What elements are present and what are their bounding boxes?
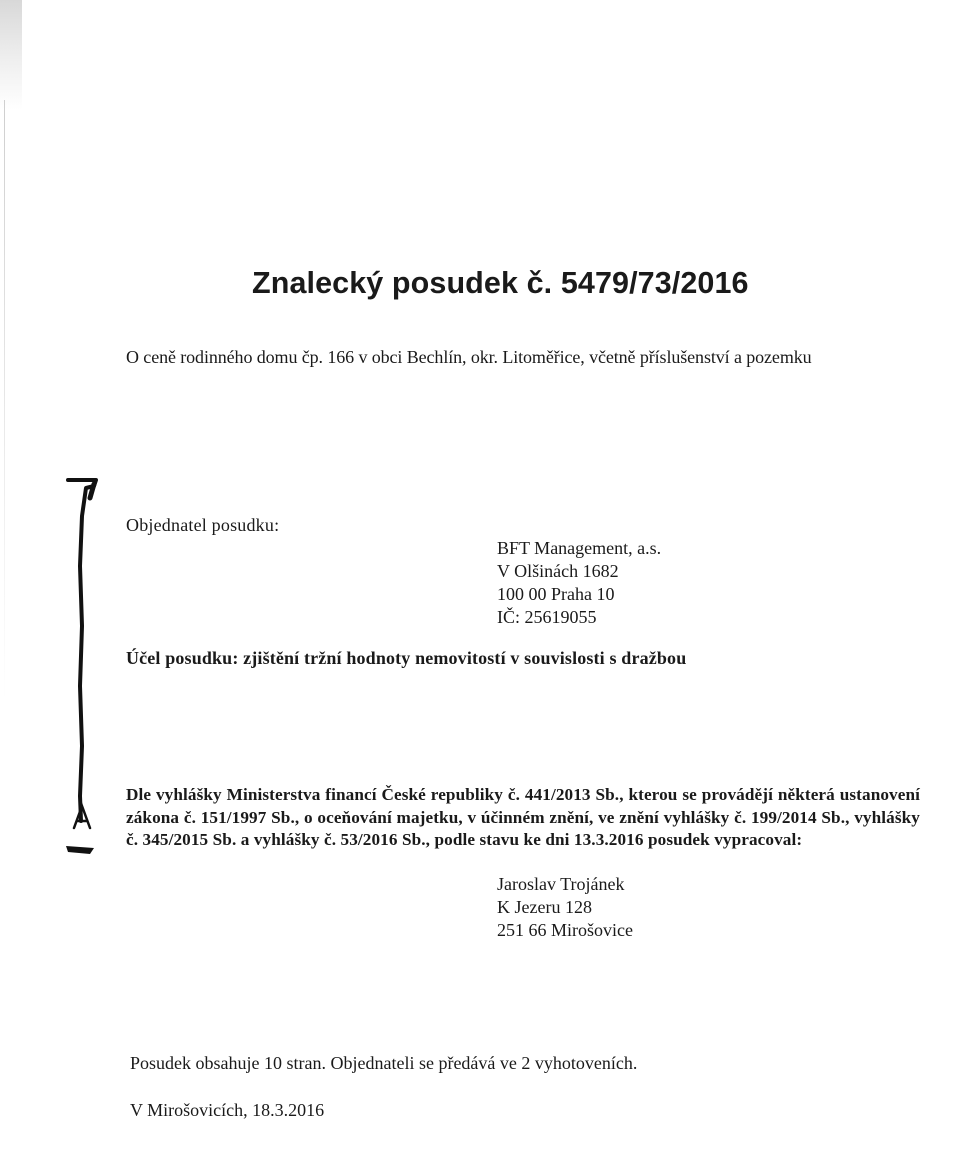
client-ico: IČ: 25619055 [497, 607, 597, 627]
document-subtitle: O ceně rodinného domu čp. 166 v obci Bechlín, okr. Litoměřice, včetně příslušenství a pozemku [126, 347, 812, 367]
page-title: Znalecký posudek č. 5479/73/2016 [252, 266, 749, 300]
purpose-statement: Účel posudku: zjištění tržní hodnoty nemovitostí v souvislosti s dražbou [126, 648, 687, 668]
binder-mark-icon [60, 476, 100, 866]
pages-note: Posudek obsahuje 10 stran. Objednateli se předává ve 2 vyhotoveních. [130, 1053, 638, 1073]
legal-basis-paragraph: Dle vyhlášky Ministerstva financí České republiky č. 441/2013 Sb., kterou se provádějí některá ustanovení zákona č. 151/1997 Sb., o oceňování majetku, v účinném znění, ve znění vyhlášky č. 199/2014 Sb., vyhlášky č. 345/2015 Sb. a vyhlášky č. 53/2016 Sb., podle stavu ke dni 13.3.2016 posudek vypracoval: [126, 785, 920, 849]
expert-name: Jaroslav Trojánek [497, 874, 625, 894]
client-city: 100 00 Praha 10 [497, 584, 615, 604]
client-label: Objednatel posudku: [126, 515, 280, 535]
expert-street: K Jezeru 128 [497, 897, 592, 917]
client-address [497, 537, 661, 629]
client-name: BFT Management, a.s. [497, 538, 662, 558]
client-street: V Olšinách 1682 [497, 561, 619, 581]
expert-address [497, 873, 633, 942]
scan-edge-artifact [0, 0, 22, 110]
place-date: V Mirošovicích, 18.3.2016 [130, 1100, 325, 1120]
scan-edge-line [4, 100, 5, 700]
expert-city: 251 66 Mirošovice [497, 920, 633, 940]
